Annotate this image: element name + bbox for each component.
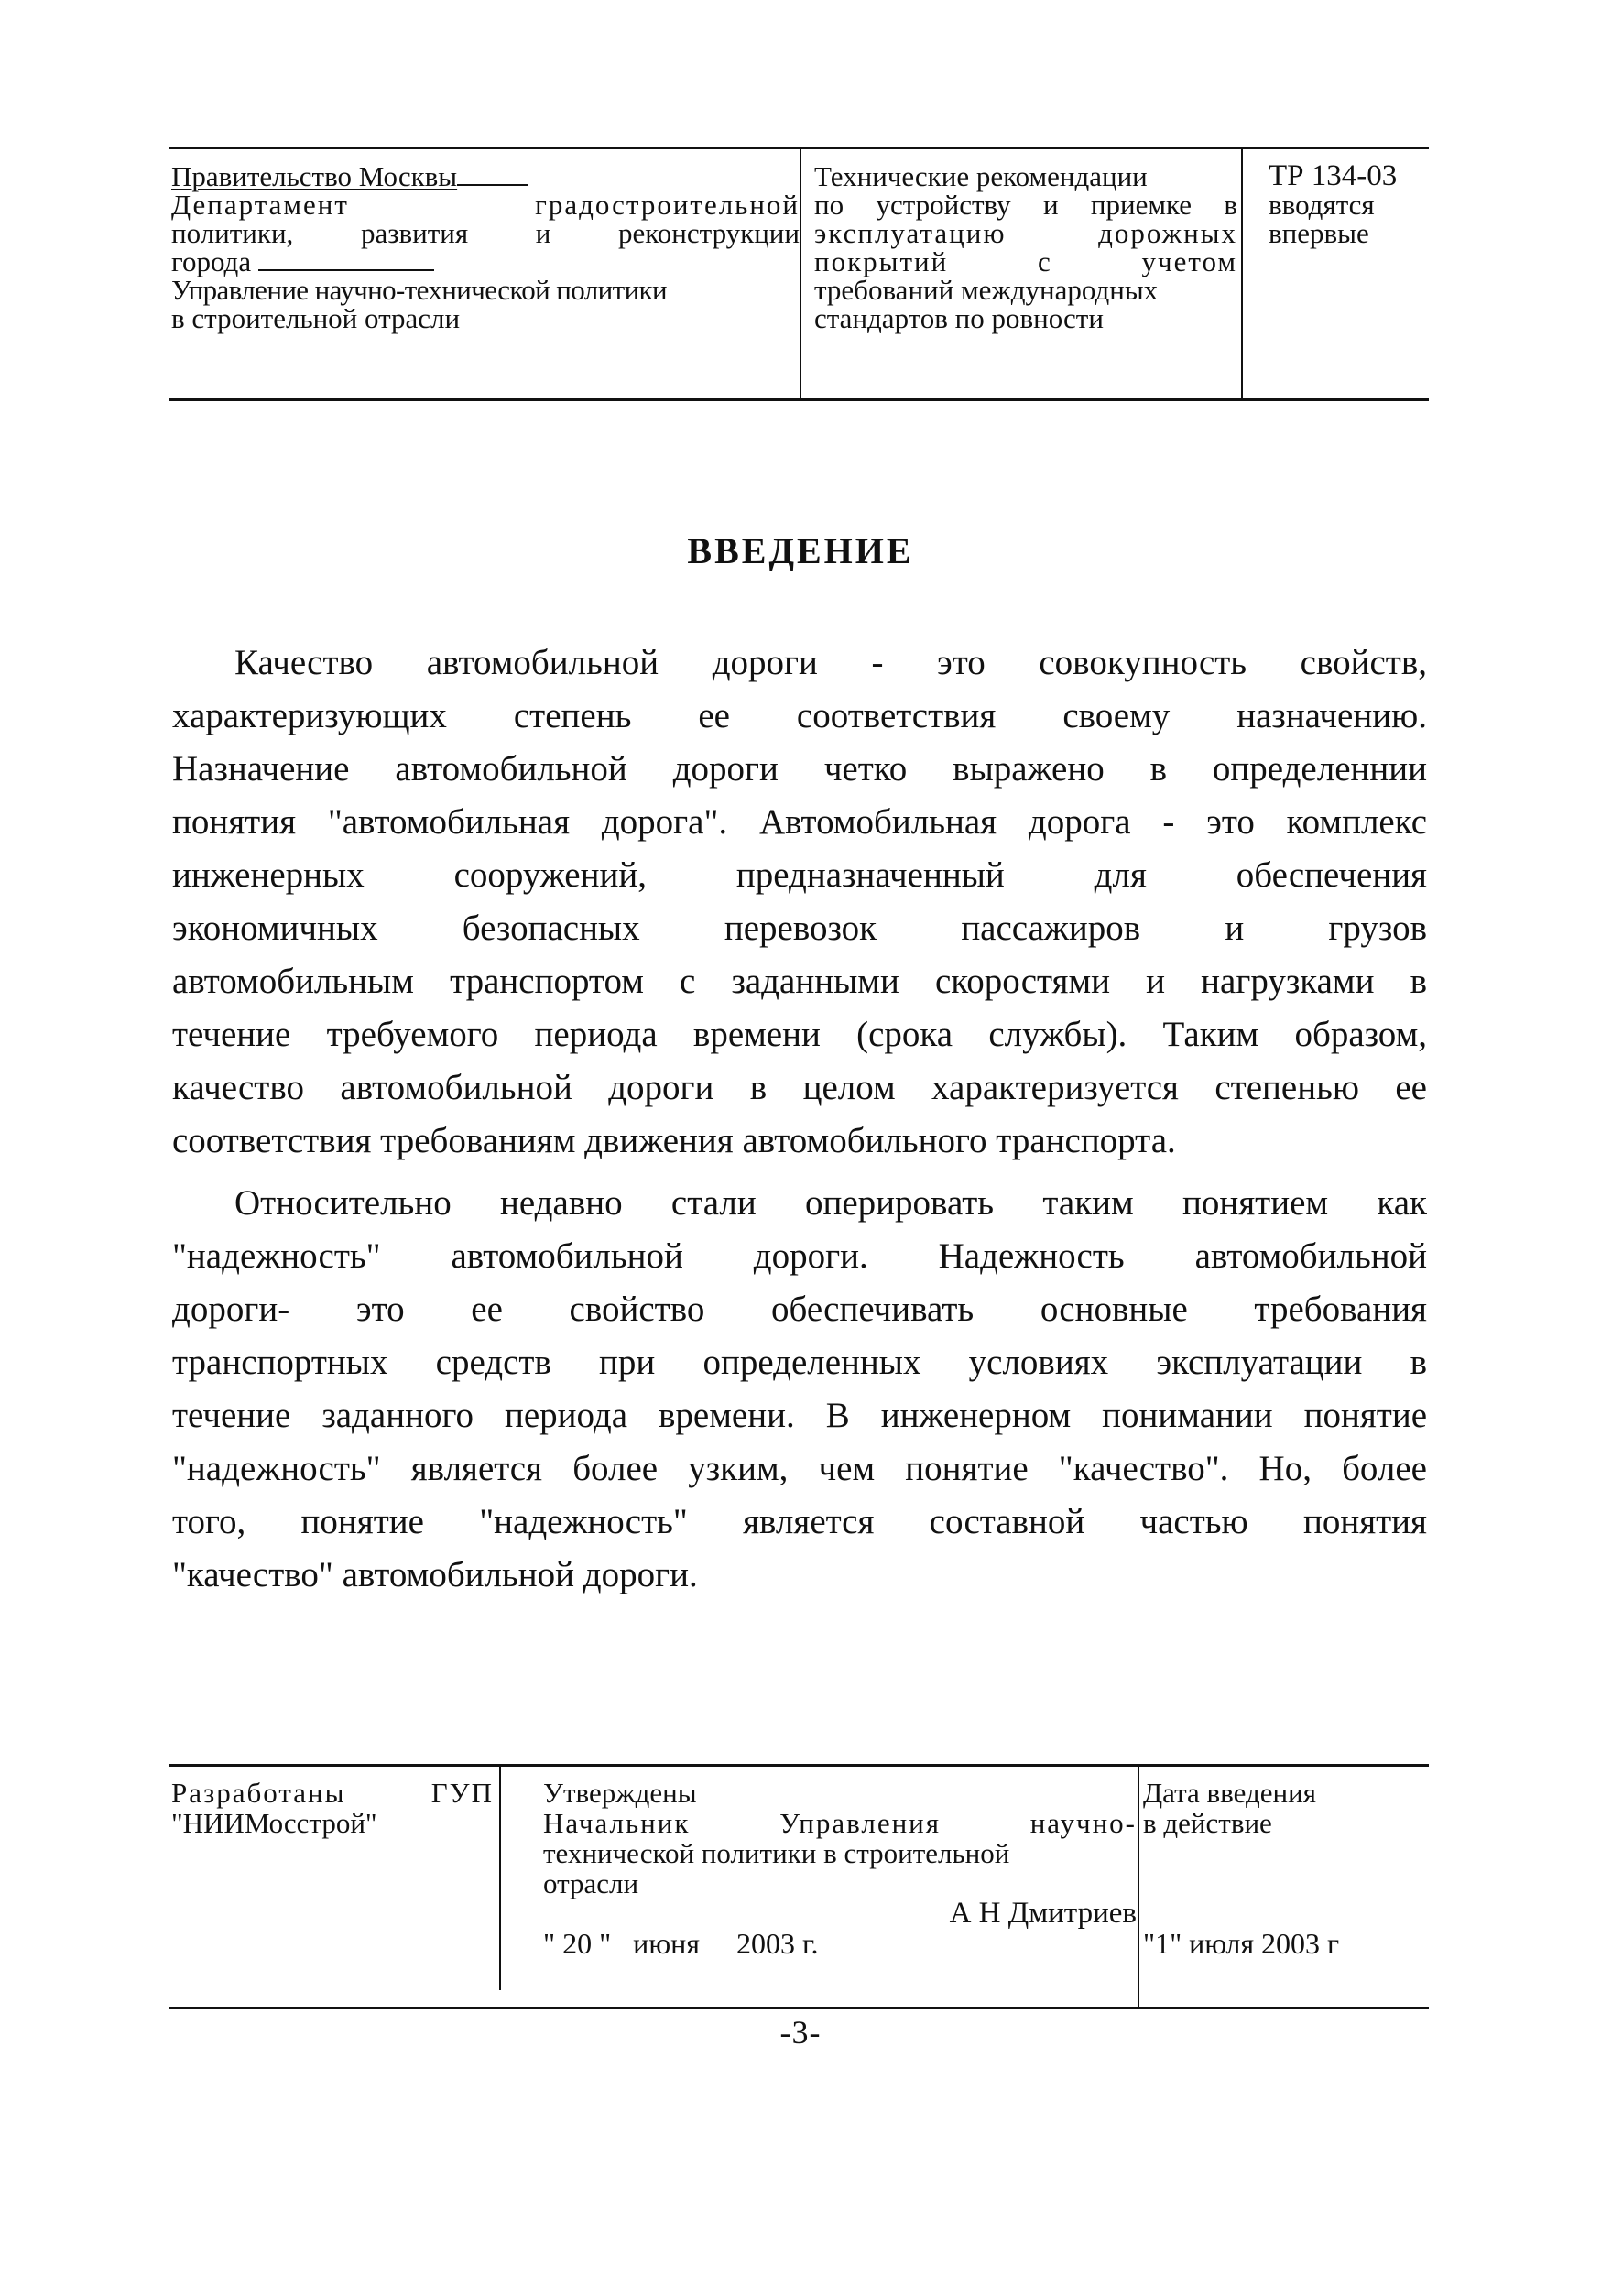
text-line: течение заданного периода времени. В инженерном понимании понятие — [172, 1396, 1427, 1435]
text-line: экономичных безопасных перевозок пассажиров и грузов — [172, 909, 1427, 948]
text-line: инженерных сооружений, предназначенный для обеспечения — [172, 855, 1427, 895]
document-title-line-4: покрытий с учетом — [814, 245, 1237, 277]
department-line-1: Департамент градостроительной — [171, 189, 800, 221]
approval-line-3: технической политики в строительной — [543, 1837, 1010, 1869]
approval-line-4: отрасли — [543, 1867, 639, 1899]
approval-line-1: Утверждены — [543, 1777, 697, 1809]
approval-divider-2 — [1138, 1767, 1139, 2007]
page-number: -3- — [779, 2014, 822, 2051]
text-line: Качество автомобильной дороги - это совокупность свойств, — [234, 643, 1427, 682]
header-divider-2 — [1241, 149, 1243, 398]
approval-date: " 20 " июня 2003 г. — [543, 1927, 819, 1960]
government-name: Правительство Москвы — [171, 162, 800, 190]
department-line-2: политики, развития и реконструкции — [171, 217, 800, 249]
text-line: того, понятие "надежность" является составной частью понятия — [172, 1502, 1427, 1541]
text-line: автомобильным транспортом с заданными скоростями и нагрузками в — [172, 962, 1427, 1001]
issuing-organization — [171, 162, 800, 332]
document-code — [1269, 159, 1429, 249]
document-status-line-1: вводятся — [1269, 189, 1375, 221]
document-title-line-6: стандартов по ровности — [814, 302, 1104, 334]
text-line: понятия "автомобильная дорога". Автомобильная дорога - это комплекс — [172, 802, 1427, 842]
section-title: ВВЕДЕНИЕ — [687, 530, 914, 571]
text-line: характеризующих степень ее соответствия своему назначению. — [172, 696, 1427, 735]
department-line-3: города — [171, 247, 800, 276]
text-line: качество автомобильной дороги в целом характеризуется степенью ее — [172, 1068, 1427, 1107]
directorate-line-1: Управление научно-технической политики — [171, 274, 668, 306]
effective-line-2: в действие — [1143, 1807, 1272, 1839]
developer-info — [171, 1778, 494, 1838]
directorate-line-2: в строительной отрасли — [171, 302, 461, 334]
document-title — [814, 162, 1237, 332]
text-line: Относительно недавно стали оперировать таким понятием как — [234, 1183, 1427, 1223]
developer-line-1: Разработаны ГУП — [171, 1777, 494, 1809]
approval-divider-1 — [499, 1767, 501, 1990]
approval-table — [169, 1764, 1429, 2009]
effective-date-info — [1143, 1778, 1427, 1959]
header-divider-1 — [800, 149, 801, 398]
document-title-line-5: требований международных — [814, 274, 1159, 306]
approval-info — [543, 1778, 1137, 1959]
text-line: течение требуемого периода времени (срока службы). Таким образом, — [172, 1015, 1427, 1054]
body-text — [172, 637, 1427, 1602]
text-line: транспортных средств при определенных условиях эксплуатации в — [172, 1343, 1427, 1382]
signatory-name: А Н Дмитриев — [949, 1897, 1137, 1930]
document-title-line-2: по устройству и приемке в — [814, 189, 1237, 221]
text-line: дороги- это ее свойство обеспечивать основные требования — [172, 1289, 1427, 1329]
text-line: Назначение автомобильной дороги четко выражено в определеннии — [172, 749, 1427, 789]
text-line: "надежность" автомобильной дороги. Надежность автомобильной — [172, 1236, 1427, 1276]
document-title-line-1: Технические рекомендации — [814, 160, 1148, 192]
header-table — [169, 147, 1429, 401]
approval-line-2: Начальник Управления научно- — [543, 1807, 1137, 1839]
text-line: "качество" автомобильной дороги. — [172, 1555, 698, 1594]
text-line: "надежность" является более узким, чем понятие "качество". Но, более — [172, 1449, 1427, 1488]
effective-date: "1" июля 2003 г — [1143, 1927, 1340, 1960]
effective-line-1: Дата введения — [1143, 1777, 1316, 1809]
document-number: ТР 134-03 — [1269, 159, 1398, 192]
document-status-line-2: впервые — [1269, 217, 1369, 249]
paragraph-1 — [172, 637, 1427, 1168]
developer-line-2: "НИИМосстрой" — [171, 1807, 377, 1839]
document-title-line-3: эксплуатацию дорожных — [814, 217, 1237, 249]
paragraph-2 — [172, 1177, 1427, 1602]
text-line: соответствия требованиям движения автомобильного транспорта. — [172, 1121, 1176, 1160]
